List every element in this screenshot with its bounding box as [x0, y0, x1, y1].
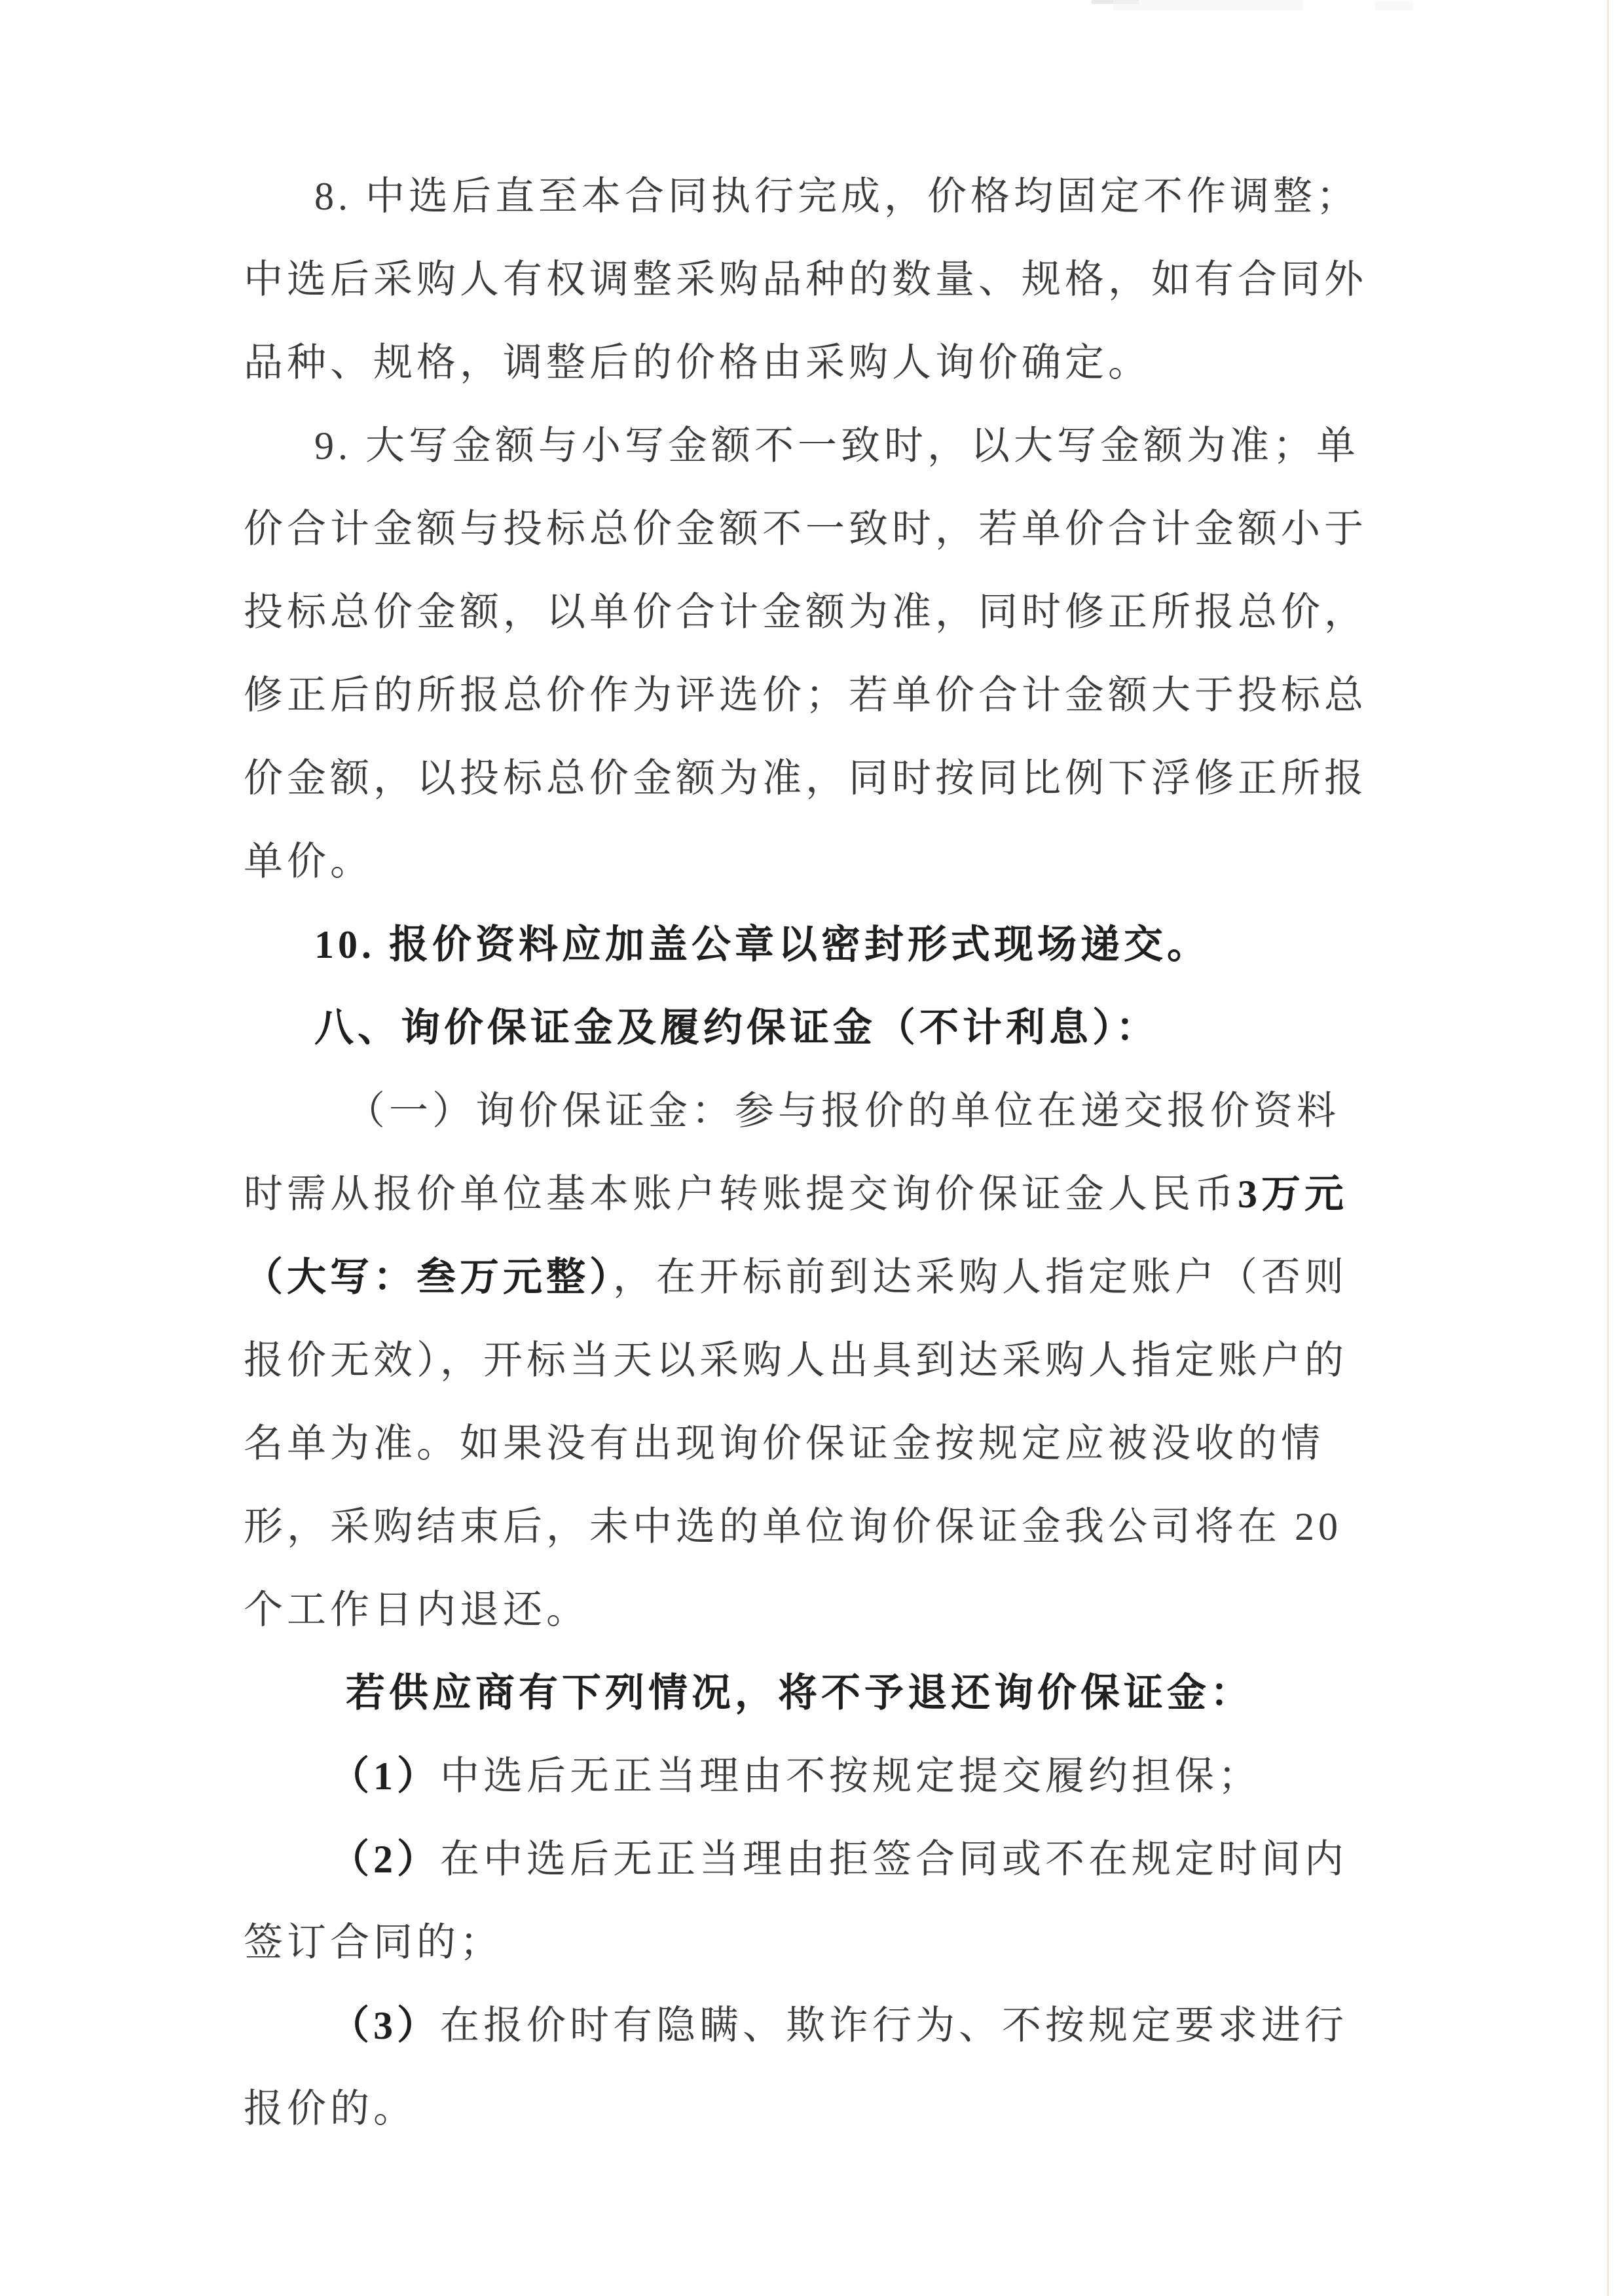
- document-body: [244, 155, 1397, 2151]
- scan-edge-line: [1607, 0, 1609, 2296]
- text-line: [244, 1735, 1397, 1818]
- bold-text-segment: （2）: [330, 1838, 440, 1881]
- bold-text-segment: （3）: [330, 2004, 440, 2047]
- text-segment: 形，采购结束后，未中选的单位询价保证金我公司将在 20: [244, 1505, 1342, 1548]
- text-segment: 价合计金额与投标总价金额不一致时，若单价合计金额小于: [244, 507, 1367, 551]
- text-line: [244, 321, 1397, 405]
- text-line: [244, 1319, 1397, 1402]
- text-line: [244, 1070, 1397, 1153]
- text-segment: 名单为准。如果没有出现询价保证金按规定应被没收的情: [244, 1422, 1324, 1465]
- text-segment: 品种、规格，调整后的价格由采购人询价确定。: [244, 341, 1151, 384]
- text-line: [244, 654, 1397, 737]
- text-line: [244, 1818, 1397, 1901]
- scan-smudge: [1375, 1, 1413, 10]
- bold-text-segment: 3万元: [1238, 1173, 1348, 1216]
- text-line: [244, 1984, 1397, 2068]
- text-line: [244, 1485, 1397, 1569]
- text-line: [244, 238, 1397, 321]
- text-segment: 9. 大写金额与小写金额不一致时，以大写金额为准；单: [314, 424, 1359, 467]
- scan-smudge: [1113, 0, 1303, 10]
- text-segment: 时需从报价单位基本账户转账提交询价保证金人民币: [244, 1173, 1238, 1216]
- bold-text-segment: 10. 报价资料应加盖公章以密封形式现场递交。: [314, 923, 1210, 966]
- text-segment: 中选后采购人有权调整采购品种的数量、规格，如有合同外: [244, 258, 1367, 301]
- text-segment: 报价的。: [244, 2087, 416, 2130]
- text-line: [244, 1652, 1397, 1735]
- text-segment: 投标总价金额，以单价合计金额为准，同时修正所报总价，: [244, 591, 1367, 634]
- text-line: [244, 571, 1397, 654]
- text-segment: 8. 中选后直至本合同执行完成，价格均固定不作调整；: [314, 175, 1359, 218]
- text-line: [244, 1153, 1397, 1236]
- text-segment: 价金额，以投标总价金额为准，同时按同比例下浮修正所报: [244, 757, 1367, 800]
- bold-text-segment: 若供应商有下列情况，将不予退还询价保证金：: [346, 1671, 1253, 1715]
- text-line: [244, 2068, 1397, 2151]
- text-segment: 单价。: [244, 840, 373, 883]
- text-line: [244, 820, 1397, 903]
- text-segment: 在报价时有隐瞒、欺诈行为、不按规定要求进行: [440, 2004, 1348, 2047]
- text-line: [244, 1402, 1397, 1485]
- bold-text-segment: （大写：叁万元整）: [244, 1256, 613, 1299]
- text-segment: 签订合同的；: [244, 1921, 503, 1964]
- text-line: [244, 987, 1397, 1070]
- text-line: [244, 1236, 1397, 1319]
- text-segment: 中选后无正当理由不按规定提交履约担保；: [440, 1755, 1261, 1798]
- text-line: [244, 737, 1397, 820]
- text-line: [244, 488, 1397, 571]
- text-line: [244, 155, 1397, 238]
- text-segment: ，在开标前到达采购人指定账户（否则: [613, 1256, 1348, 1299]
- text-segment: 报价无效），开标当天以采购人出具到达采购人指定账户的: [244, 1339, 1348, 1382]
- scan-smudge-dash: [1092, 0, 1139, 4]
- bold-text-segment: （1）: [330, 1755, 440, 1798]
- text-line: [244, 1901, 1397, 1984]
- text-line: [244, 1569, 1397, 1652]
- bold-text-segment: 八、询价保证金及履约保证金（不计利息）：: [314, 1006, 1159, 1049]
- text-segment: 个工作日内退还。: [244, 1588, 589, 1631]
- text-segment: （一）询价保证金：参与报价的单位在递交报价资料: [346, 1089, 1340, 1133]
- text-line: [244, 405, 1397, 488]
- text-line: [244, 903, 1397, 987]
- text-segment: 在中选后无正当理由拒签合同或不在规定时间内: [440, 1838, 1348, 1881]
- text-segment: 修正后的所报总价作为评选价；若单价合计金额大于投标总: [244, 674, 1367, 717]
